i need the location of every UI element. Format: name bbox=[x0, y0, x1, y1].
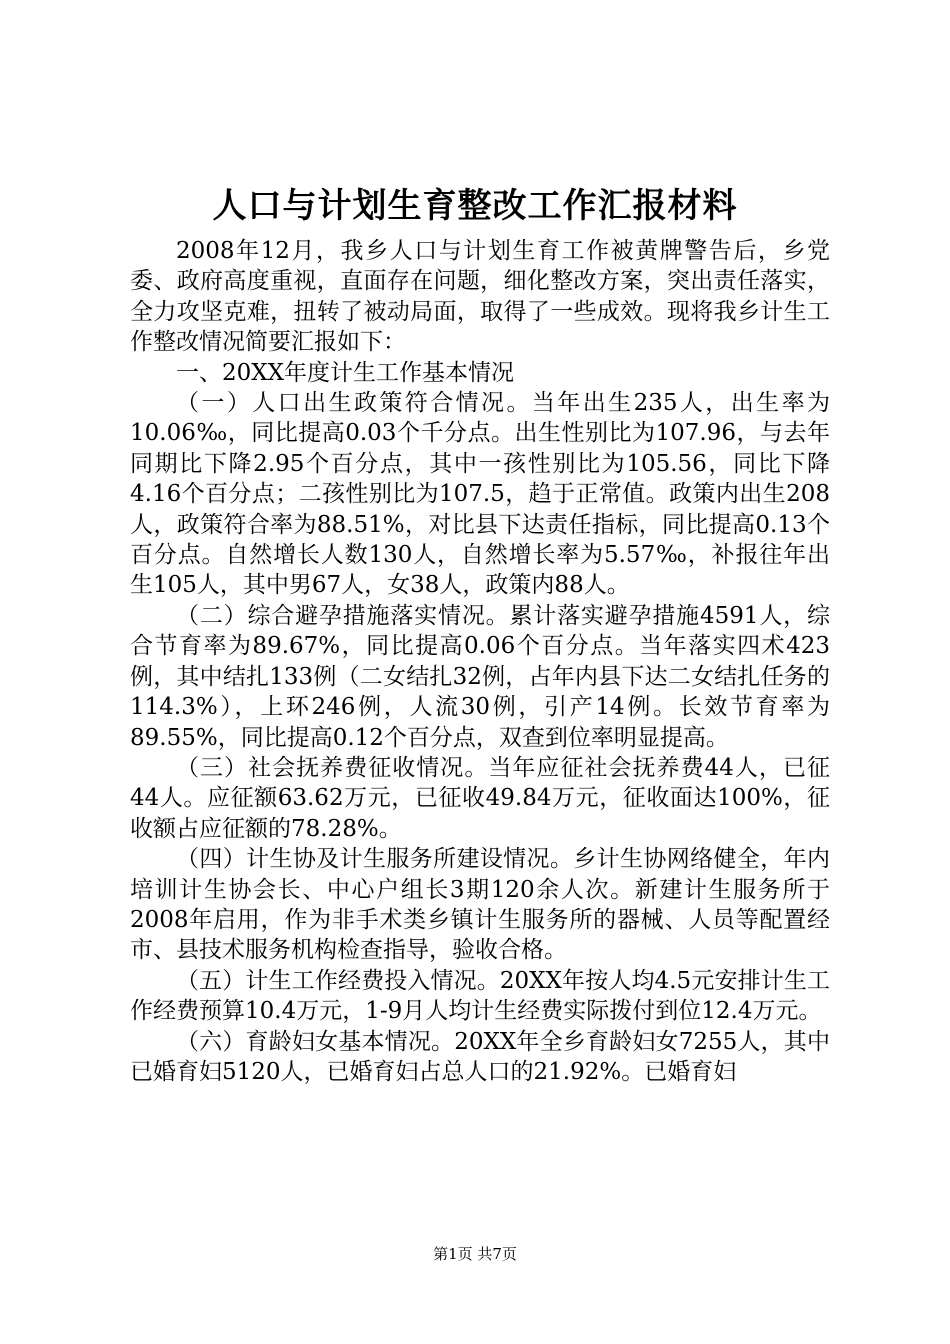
page-number-footer: 第1页 共7页 bbox=[433, 1245, 517, 1263]
section-heading-1: 一、20XX年度计生工作基本情况 bbox=[176, 359, 515, 386]
paragraph-women-stats: （六）育龄妇女基本情况。20XX年全乡育龄妇女7255人，其中已婚育妇5120人，已婚育妇占总人口的21.92%。已婚育妇 bbox=[130, 1028, 830, 1085]
paragraph-social-fee: （三）社会抚养费征收情况。当年应征社会抚养费44人，已征44人。应征额63.62万元，已征收49.84万元，征收面达100%，征收额占应征额的78.28%。 bbox=[130, 754, 830, 842]
paragraph-contraception: （二）综合避孕措施落实情况。累计落实避孕措施4591人，综合节育率为89.67%，同比提高0.06个百分点。当年落实四术423例，其中结扎133例（二女结扎32例，占年内县下达二女结扎任务的114.3%），上环246例，人流30例，引产14例。长效节育率为89.55%，同比提高0.12个百分点，双查到位率明显提高。 bbox=[130, 602, 830, 751]
paragraph-association: （四）计生协及计生服务所建设情况。乡计生协网络健全，年内培训计生协会长、中心户组长3期120余人次。新建计生服务所于2008年启用，作为非手术类乡镇计生服务所的器械、人员等配置经市、县技术服务机构检查指导，验收合格。 bbox=[130, 846, 830, 964]
paragraph-funding: （五）计生工作经费投入情况。20XX年按人均4.5元安排计生工作经费预算10.4万元，1-9月人均计生经费实际拨付到位12.4万元。 bbox=[130, 967, 830, 1025]
document-body bbox=[130, 236, 830, 1087]
document-title: 人口与计划生育整改工作汇报材料 bbox=[212, 186, 738, 226]
paragraph-birth-policy: （一）人口出生政策符合情况。当年出生235人，出生率为10.06‰，同比提高0.03个千分点。出生性别比为107.96，与去年同期比下降2.95个百分点，其中一孩性别比为105.56，同比下降4.16个百分点；二孩性别比为107.5，趋于正常值。政策内出生208人，政策符合率为88.51%，对比县下达责任指标，同比提高0.13个百分点。自然增长人数130人，自然增长率为5.57‰，补报往年出生105人，其中男67人，女38人，政策内88人。 bbox=[130, 390, 830, 599]
paragraph-intro: 2008年12月，我乡人口与计划生育工作被黄牌警告后，乡党委、政府高度重视，直面存在问题，细化整改方案，突出责任落实，全力攻坚克难，扭转了被动局面，取得了一些成效。现将我乡计生工作整改情况简要汇报如下： bbox=[130, 238, 830, 356]
